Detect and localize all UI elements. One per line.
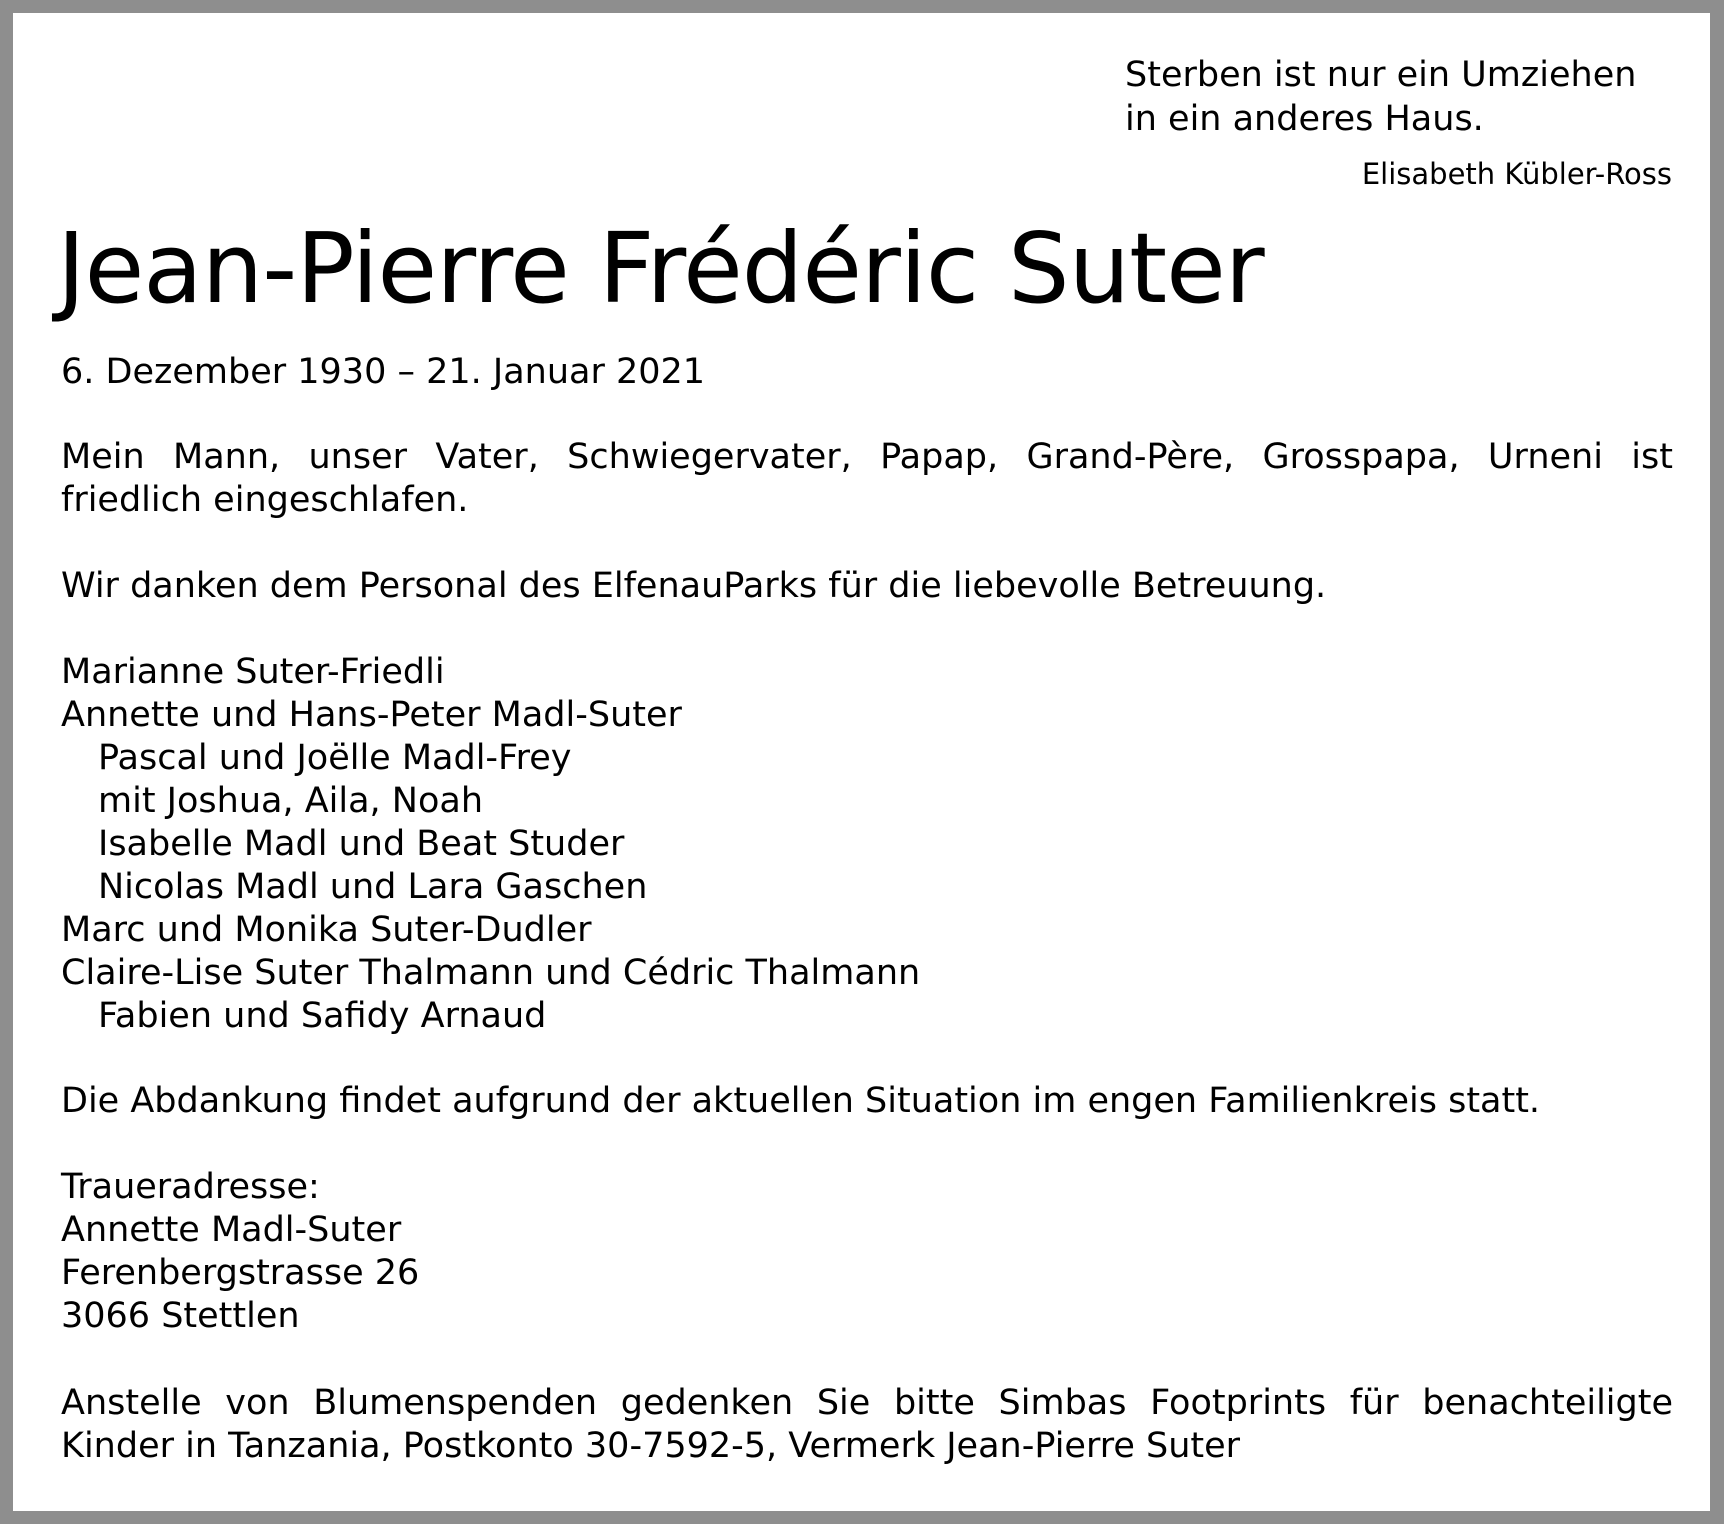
life-dates: 6. Dezember 1930 – 21. Januar 2021 xyxy=(61,352,706,392)
address-street: Ferenbergstrasse 26 xyxy=(61,1253,420,1293)
donation-line: Anstelle von Blumenspenden gedenken Sie bitte Simbas Footprints für benachteiligte xyxy=(61,1383,1673,1423)
mourners-list xyxy=(61,651,1673,1038)
mourning-address xyxy=(61,1166,1673,1338)
motto-author: Elisabeth Kübler-Ross xyxy=(1361,157,1672,191)
address-city: 3066 Stettlen xyxy=(61,1296,300,1336)
motto-line: in ein anderes Haus. xyxy=(1125,99,1484,139)
intro-line: Mein Mann, unser Vater, Schwiegervater, Papap, Grand-Père, Grosspapa, Urneni ist xyxy=(61,437,1673,477)
deceased-name: Jean-Pierre Frédéric Suter xyxy=(57,212,1264,325)
mourner-entry: Annette und Hans-Peter Madl-Suter xyxy=(61,695,682,735)
intro-line: friedlich eingeschlafen. xyxy=(61,480,469,520)
mourner-entry: Fabien und Safidy Arnaud xyxy=(98,996,547,1036)
donation-line: Kinder in Tanzania, Postkonto 30-7592-5, Vermerk Jean-Pierre Suter xyxy=(61,1426,1241,1466)
intro-paragraph xyxy=(61,436,1673,522)
mourner-entry: Pascal und Joëlle Madl-Frey xyxy=(98,738,572,778)
mourner-entry: Marc und Monika Suter-Dudler xyxy=(61,910,592,950)
mourner-entry: Isabelle Madl und Beat Studer xyxy=(98,824,625,864)
motto-quote xyxy=(1125,53,1636,141)
mourner-entry: mit Joshua, Aila, Noah xyxy=(98,781,484,821)
obituary-notice xyxy=(13,13,1710,1511)
address-name: Annette Madl-Suter xyxy=(61,1210,402,1250)
ceremony-paragraph: Die Abdankung findet aufgrund der aktuellen Situation im engen Familienkreis statt. xyxy=(61,1081,1541,1121)
motto-line: Sterben ist nur ein Umziehen xyxy=(1125,55,1637,95)
donation-paragraph xyxy=(61,1382,1673,1468)
address-label: Traueradresse: xyxy=(61,1167,320,1207)
mourner-entry: Marianne Suter-Friedli xyxy=(61,652,445,692)
mourner-entry: Nicolas Madl und Lara Gaschen xyxy=(98,867,648,907)
mourner-entry: Claire-Lise Suter Thalmann und Cédric Thalmann xyxy=(61,953,921,993)
thanks-paragraph: Wir danken dem Personal des ElfenauParks für die liebevolle Betreuung. xyxy=(61,566,1327,606)
